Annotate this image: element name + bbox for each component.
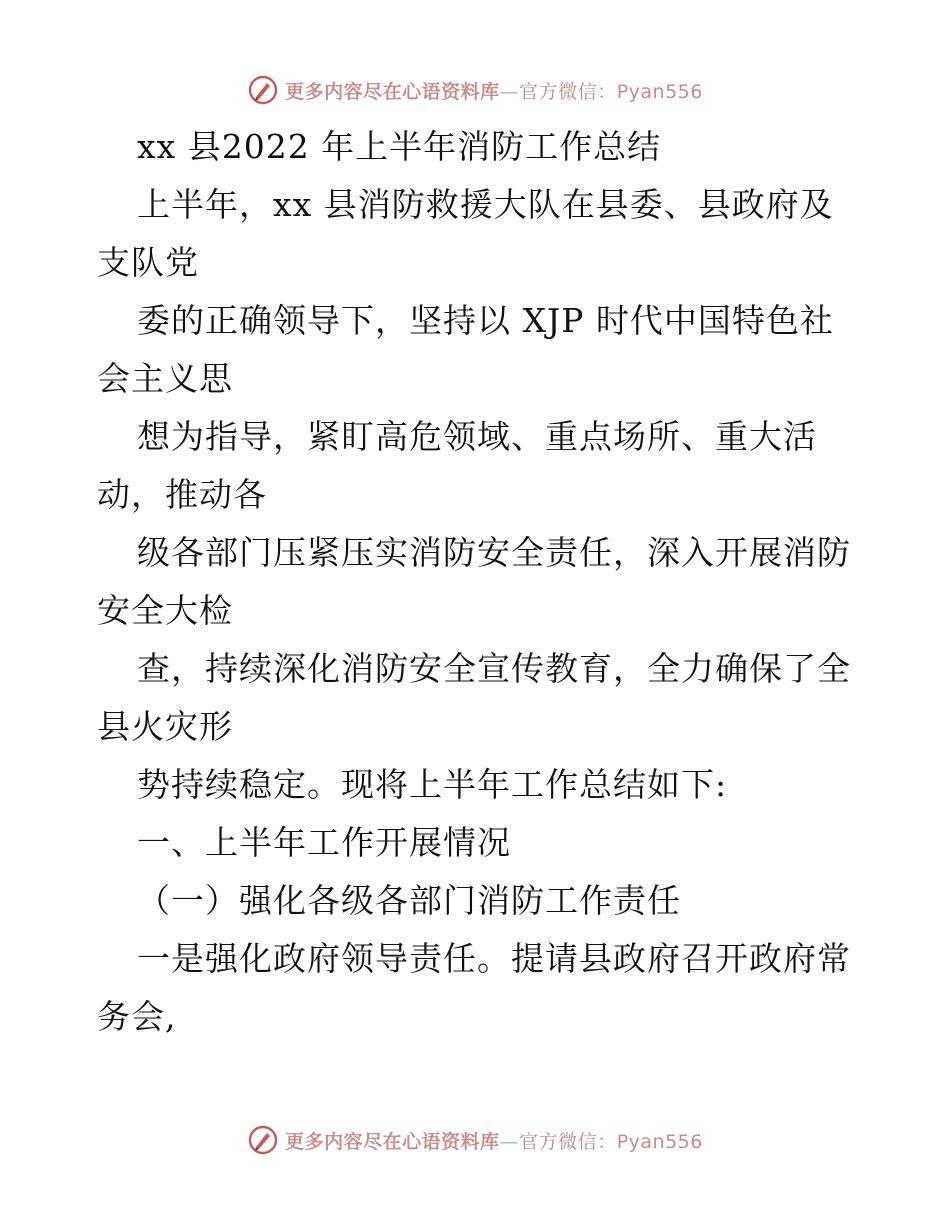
footer-banner-wechat-label: 官方微信： [519, 1130, 617, 1153]
document-line: 想为指导，紧盯高危领域、重点场所、重大活 [137, 417, 817, 456]
footer-banner-content [247, 1124, 703, 1156]
document-line: xx 县2022 年上半年消防工作总结 [137, 127, 662, 166]
header-banner-separator: — [499, 80, 520, 103]
document-line: 县火灾形 [97, 707, 233, 746]
footer-banner [0, 1120, 950, 1160]
header-banner-main: 更多内容尽在心语资料库 [285, 80, 500, 103]
document-line: 查，持续深化消防安全宣传教育，全力确保了全 [137, 649, 851, 688]
footer-banner-main: 更多内容尽在心语资料库 [285, 1130, 500, 1153]
document-line: 委的正确领导下，坚持以 XJP 时代中国特色社 [137, 301, 834, 340]
document-line: 安全大检 [97, 591, 233, 630]
document-line: 会主义思 [97, 359, 233, 398]
footer-banner-text [285, 1127, 703, 1154]
document-line: 务会, [97, 997, 177, 1036]
document-line: 势持续稳定。现将上半年工作总结如下: [137, 765, 728, 804]
header-banner-wechat-label: 官方微信： [519, 80, 617, 103]
header-banner-wechat-id: Pyan556 [616, 80, 703, 103]
document-line: （一）强化各级各部门消防工作责任 [137, 881, 681, 920]
document-line: 一、上半年工作开展情况 [137, 823, 511, 862]
document-line: 动，推动各 [97, 475, 267, 514]
footer-banner-separator: — [499, 1130, 520, 1153]
header-banner [0, 70, 950, 110]
document-line: 支队党 [97, 243, 199, 282]
footer-banner-wechat-id: Pyan556 [616, 1130, 703, 1153]
document-line: 级各部门压紧压实消防安全责任，深入开展消防 [137, 533, 851, 572]
document-line: 一是强化政府领导责任。提请县政府召开政府常 [137, 939, 851, 978]
document-line: 上半年，xx 县消防救援大队在县委、县政府及 [137, 185, 834, 224]
seal-pen-icon [247, 74, 279, 106]
header-banner-text [285, 77, 703, 104]
document-body [97, 118, 867, 1046]
header-banner-content [247, 74, 703, 106]
seal-pen-icon [247, 1124, 279, 1156]
